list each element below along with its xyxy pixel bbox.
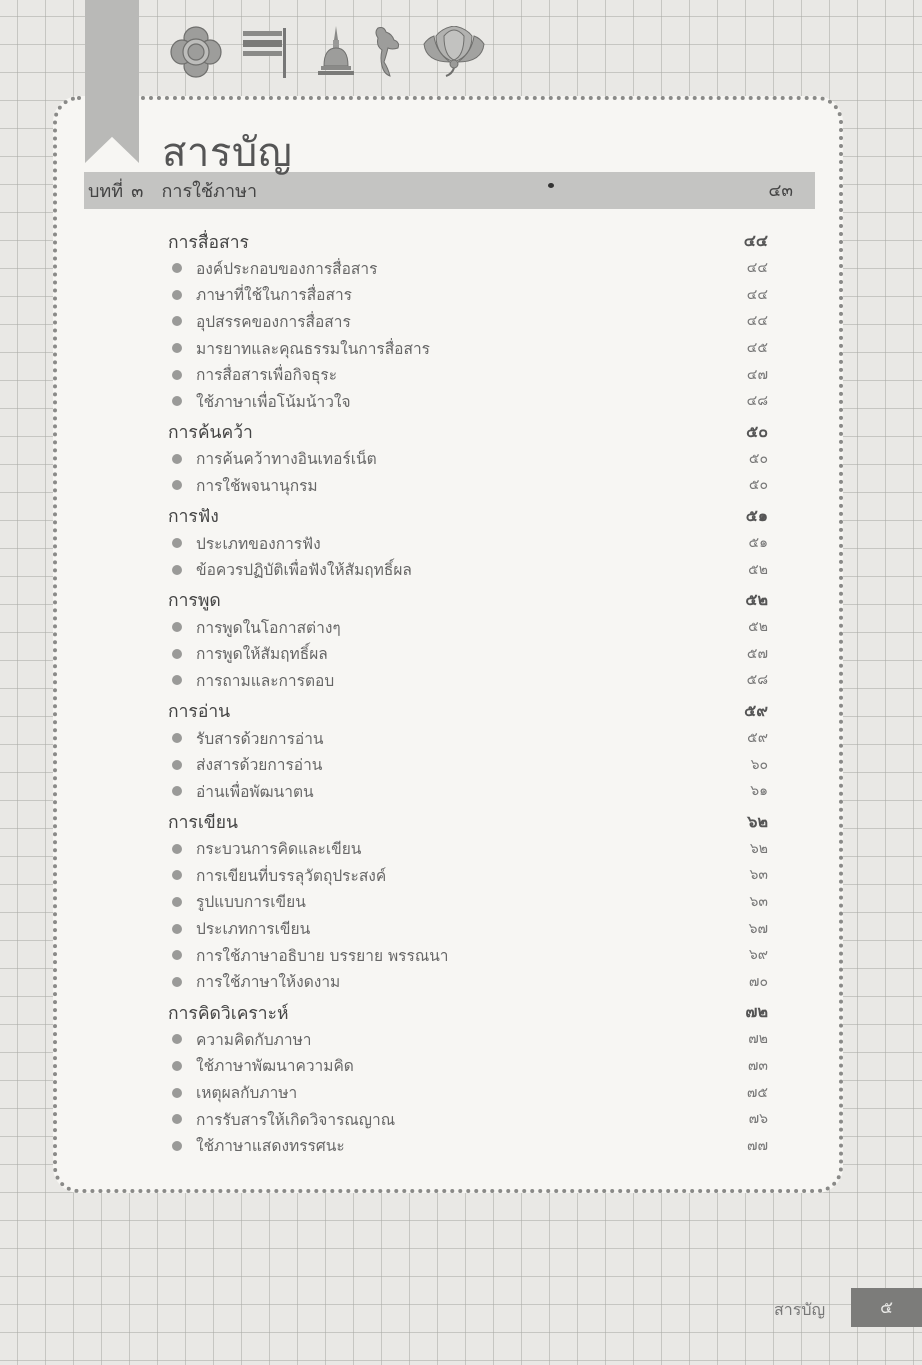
item-title: ใช้ภาษาพัฒนาความคิด bbox=[196, 1057, 354, 1076]
item-page: ๖๓ bbox=[749, 867, 768, 884]
item-page: ๔๗ bbox=[746, 366, 768, 383]
section-title: การเขียน bbox=[168, 813, 238, 833]
toc-item[interactable] bbox=[168, 530, 798, 557]
toc-item[interactable] bbox=[168, 255, 798, 282]
item-page: ๔๔ bbox=[746, 286, 768, 303]
item-title: การใช้ภาษาให้งดงาม bbox=[196, 973, 341, 992]
item-page: ๕๙ bbox=[747, 730, 768, 747]
item-page: ๕๗ bbox=[746, 645, 768, 662]
bullet-icon bbox=[172, 760, 182, 770]
bullet-icon bbox=[172, 649, 182, 659]
section-page: ๕๙ bbox=[744, 700, 768, 720]
section-title: การฟัง bbox=[168, 507, 219, 528]
toc-item[interactable] bbox=[168, 1053, 798, 1080]
bullet-icon bbox=[172, 897, 182, 907]
toc-item[interactable] bbox=[168, 836, 798, 863]
item-title: มารยาทและคุณธรรมในการสื่อสาร bbox=[196, 339, 430, 358]
item-page: ๔๔ bbox=[746, 260, 768, 277]
item-title: ส่งสารด้วยการอ่าน bbox=[196, 756, 323, 775]
item-title: การถามและการตอบ bbox=[196, 671, 335, 690]
toc-section bbox=[168, 999, 798, 1159]
bullet-icon bbox=[172, 538, 182, 548]
toc-section bbox=[168, 419, 798, 499]
toc-section bbox=[168, 809, 798, 996]
section-heading[interactable] bbox=[168, 228, 798, 255]
page-title: สารบัญ bbox=[162, 130, 293, 176]
item-page: ๖๓ bbox=[749, 893, 768, 910]
stupa-icon bbox=[318, 26, 354, 78]
chapter-number: ๓ bbox=[131, 181, 144, 202]
section-page: ๖๒ bbox=[747, 811, 768, 831]
toc-item[interactable] bbox=[168, 641, 798, 668]
item-page: ๕๐ bbox=[748, 450, 768, 467]
toc-item[interactable] bbox=[168, 335, 798, 362]
toc-item[interactable] bbox=[168, 472, 798, 499]
section-heading[interactable] bbox=[168, 698, 798, 725]
page-number: ๕ bbox=[851, 1288, 922, 1327]
toc-section bbox=[168, 503, 798, 583]
toc-section bbox=[168, 587, 798, 694]
item-title: ใช้ภาษาเพื่อโน้มน้าวใจ bbox=[196, 392, 351, 411]
toc-item[interactable] bbox=[168, 667, 798, 694]
footer-label: สารบัญ bbox=[774, 1300, 826, 1319]
item-title: ความคิดกับภาษา bbox=[196, 1030, 312, 1049]
item-page: ๖๐ bbox=[750, 756, 768, 773]
item-title: ประเภทการเขียน bbox=[196, 920, 311, 939]
bullet-icon bbox=[172, 316, 182, 326]
bullet-icon bbox=[172, 480, 182, 490]
item-title: การใช้ภาษาอธิบาย บรรยาย พรรณนา bbox=[196, 946, 449, 965]
bullet-icon bbox=[172, 844, 182, 854]
bullet-icon bbox=[172, 565, 182, 575]
toc-item[interactable] bbox=[168, 446, 798, 473]
toc-item[interactable] bbox=[168, 388, 798, 415]
item-title: อุปสรรคของการสื่อสาร bbox=[196, 312, 351, 331]
section-title: การสื่อสาร bbox=[168, 232, 249, 253]
section-page: ๗๒ bbox=[745, 1002, 768, 1022]
item-title: รูปแบบการเขียน bbox=[196, 893, 306, 912]
item-page: ๗๒ bbox=[748, 1031, 768, 1048]
item-page: ๕๐ bbox=[748, 477, 768, 494]
toc-item[interactable] bbox=[168, 556, 798, 583]
item-title: การสื่อสารเพื่อกิจธุระ bbox=[196, 366, 338, 385]
toc-item[interactable] bbox=[168, 942, 798, 969]
toc-item[interactable] bbox=[168, 1132, 798, 1159]
item-page: ๔๘ bbox=[746, 393, 768, 410]
section-heading[interactable] bbox=[168, 809, 798, 836]
item-page: ๔๕ bbox=[746, 340, 768, 357]
item-page: ๕๑ bbox=[748, 535, 768, 552]
item-title: การใช้พจนานุกรม bbox=[196, 476, 318, 495]
item-page: ๖๙ bbox=[748, 947, 768, 964]
flower-icon bbox=[170, 26, 222, 78]
bullet-icon bbox=[172, 1114, 182, 1124]
toc-section bbox=[168, 228, 798, 415]
item-title: การพูดในโอกาสต่างๆ bbox=[196, 618, 341, 637]
section-heading[interactable] bbox=[168, 419, 798, 446]
item-page: ๗๓ bbox=[747, 1057, 768, 1074]
section-heading[interactable] bbox=[168, 999, 798, 1026]
item-title: กระบวนการคิดและเขียน bbox=[196, 840, 362, 859]
thailand-map-icon bbox=[372, 26, 402, 78]
bullet-icon bbox=[172, 675, 182, 685]
section-title: การอ่าน bbox=[168, 702, 231, 723]
bullet-icon bbox=[172, 924, 182, 934]
item-page: ๗๐ bbox=[748, 973, 768, 990]
toc-item[interactable] bbox=[168, 751, 798, 778]
bullet-icon bbox=[172, 1141, 182, 1151]
item-page: ๗๕ bbox=[746, 1084, 768, 1101]
item-page: ๕๒ bbox=[748, 619, 768, 636]
toc-item[interactable] bbox=[168, 889, 798, 916]
lotus-icon bbox=[422, 26, 486, 78]
chapter-title: การใช้ภาษา bbox=[161, 181, 258, 202]
toc-item[interactable] bbox=[168, 361, 798, 388]
section-heading[interactable] bbox=[168, 503, 798, 530]
toc-item[interactable] bbox=[168, 614, 798, 641]
item-page: ๖๗ bbox=[748, 920, 768, 937]
toc-section bbox=[168, 698, 798, 805]
item-title: ประเภทของการฟัง bbox=[196, 534, 321, 553]
section-page: ๕๐ bbox=[746, 421, 768, 441]
bullet-icon bbox=[172, 622, 182, 632]
toc-item[interactable] bbox=[168, 282, 798, 309]
item-title: เหตุผลกับภาษา bbox=[196, 1084, 298, 1103]
item-title: การค้นคว้าทางอินเทอร์เน็ต bbox=[196, 450, 377, 469]
toc-item[interactable] bbox=[168, 308, 798, 335]
item-title: ภาษาที่ใช้ในการสื่อสาร bbox=[196, 286, 352, 305]
bullet-icon bbox=[172, 950, 182, 960]
bullet-icon bbox=[172, 870, 182, 880]
section-title: การคิดวิเคราะห์ bbox=[168, 1003, 289, 1024]
item-page: ๖๑ bbox=[750, 783, 768, 800]
bullet-icon bbox=[172, 1088, 182, 1098]
toc-item[interactable] bbox=[168, 862, 798, 889]
bullet-icon bbox=[172, 290, 182, 300]
bullet-icon bbox=[172, 1061, 182, 1071]
item-title: การพูดให้สัมฤทธิ์ผล bbox=[196, 645, 328, 664]
bullet-icon bbox=[172, 1034, 182, 1044]
toc-item[interactable] bbox=[168, 968, 798, 995]
chapter-page: ๔๓ bbox=[768, 181, 793, 201]
section-title: การพูด bbox=[168, 591, 221, 612]
toc-item[interactable] bbox=[168, 1026, 798, 1053]
item-page: ๔๔ bbox=[746, 313, 768, 330]
section-title: การค้นคว้า bbox=[168, 423, 253, 444]
thai-flag-icon bbox=[243, 28, 288, 78]
bullet-icon bbox=[172, 733, 182, 743]
toc-item[interactable] bbox=[168, 725, 798, 752]
section-page: ๔๔ bbox=[743, 231, 768, 250]
section-page: ๕๒ bbox=[745, 589, 768, 609]
bullet-icon bbox=[172, 370, 182, 380]
chapter-label: บทที่ bbox=[88, 181, 124, 202]
toc-item[interactable] bbox=[168, 1079, 798, 1106]
item-page: ๕๘ bbox=[746, 672, 768, 689]
item-title: รับสารด้วยการอ่าน bbox=[196, 729, 324, 748]
item-title: องค์ประกอบของการสื่อสาร bbox=[196, 259, 378, 278]
toc-item[interactable] bbox=[168, 1106, 798, 1133]
bullet-icon bbox=[172, 786, 182, 796]
item-title: ใช้ภาษาแสดงทรรศนะ bbox=[196, 1137, 345, 1156]
item-page: ๗๖ bbox=[748, 1111, 768, 1128]
item-page: ๗๗ bbox=[746, 1137, 768, 1154]
item-title: อ่านเพื่อพัฒนาตน bbox=[196, 782, 314, 801]
item-title: การรับสารให้เกิดวิจารณญาณ bbox=[196, 1110, 396, 1129]
bullet-icon bbox=[172, 977, 182, 987]
item-title: ข้อควรปฏิบัติเพื่อฟังให้สัมฤทธิ์ผล bbox=[196, 561, 412, 580]
toc-item[interactable] bbox=[168, 915, 798, 942]
bullet-icon bbox=[172, 343, 182, 353]
ink-smudge bbox=[548, 183, 554, 188]
bullet-icon bbox=[172, 263, 182, 273]
section-page: ๕๑ bbox=[745, 505, 768, 525]
item-page: ๕๒ bbox=[748, 561, 768, 578]
bullet-icon bbox=[172, 454, 182, 464]
item-title: การเขียนที่บรรลุวัตถุประสงค์ bbox=[196, 866, 387, 885]
item-page: ๖๒ bbox=[749, 840, 768, 857]
table-of-contents bbox=[168, 228, 798, 1163]
section-heading[interactable] bbox=[168, 587, 798, 614]
toc-item[interactable] bbox=[168, 778, 798, 805]
bullet-icon bbox=[172, 396, 182, 406]
